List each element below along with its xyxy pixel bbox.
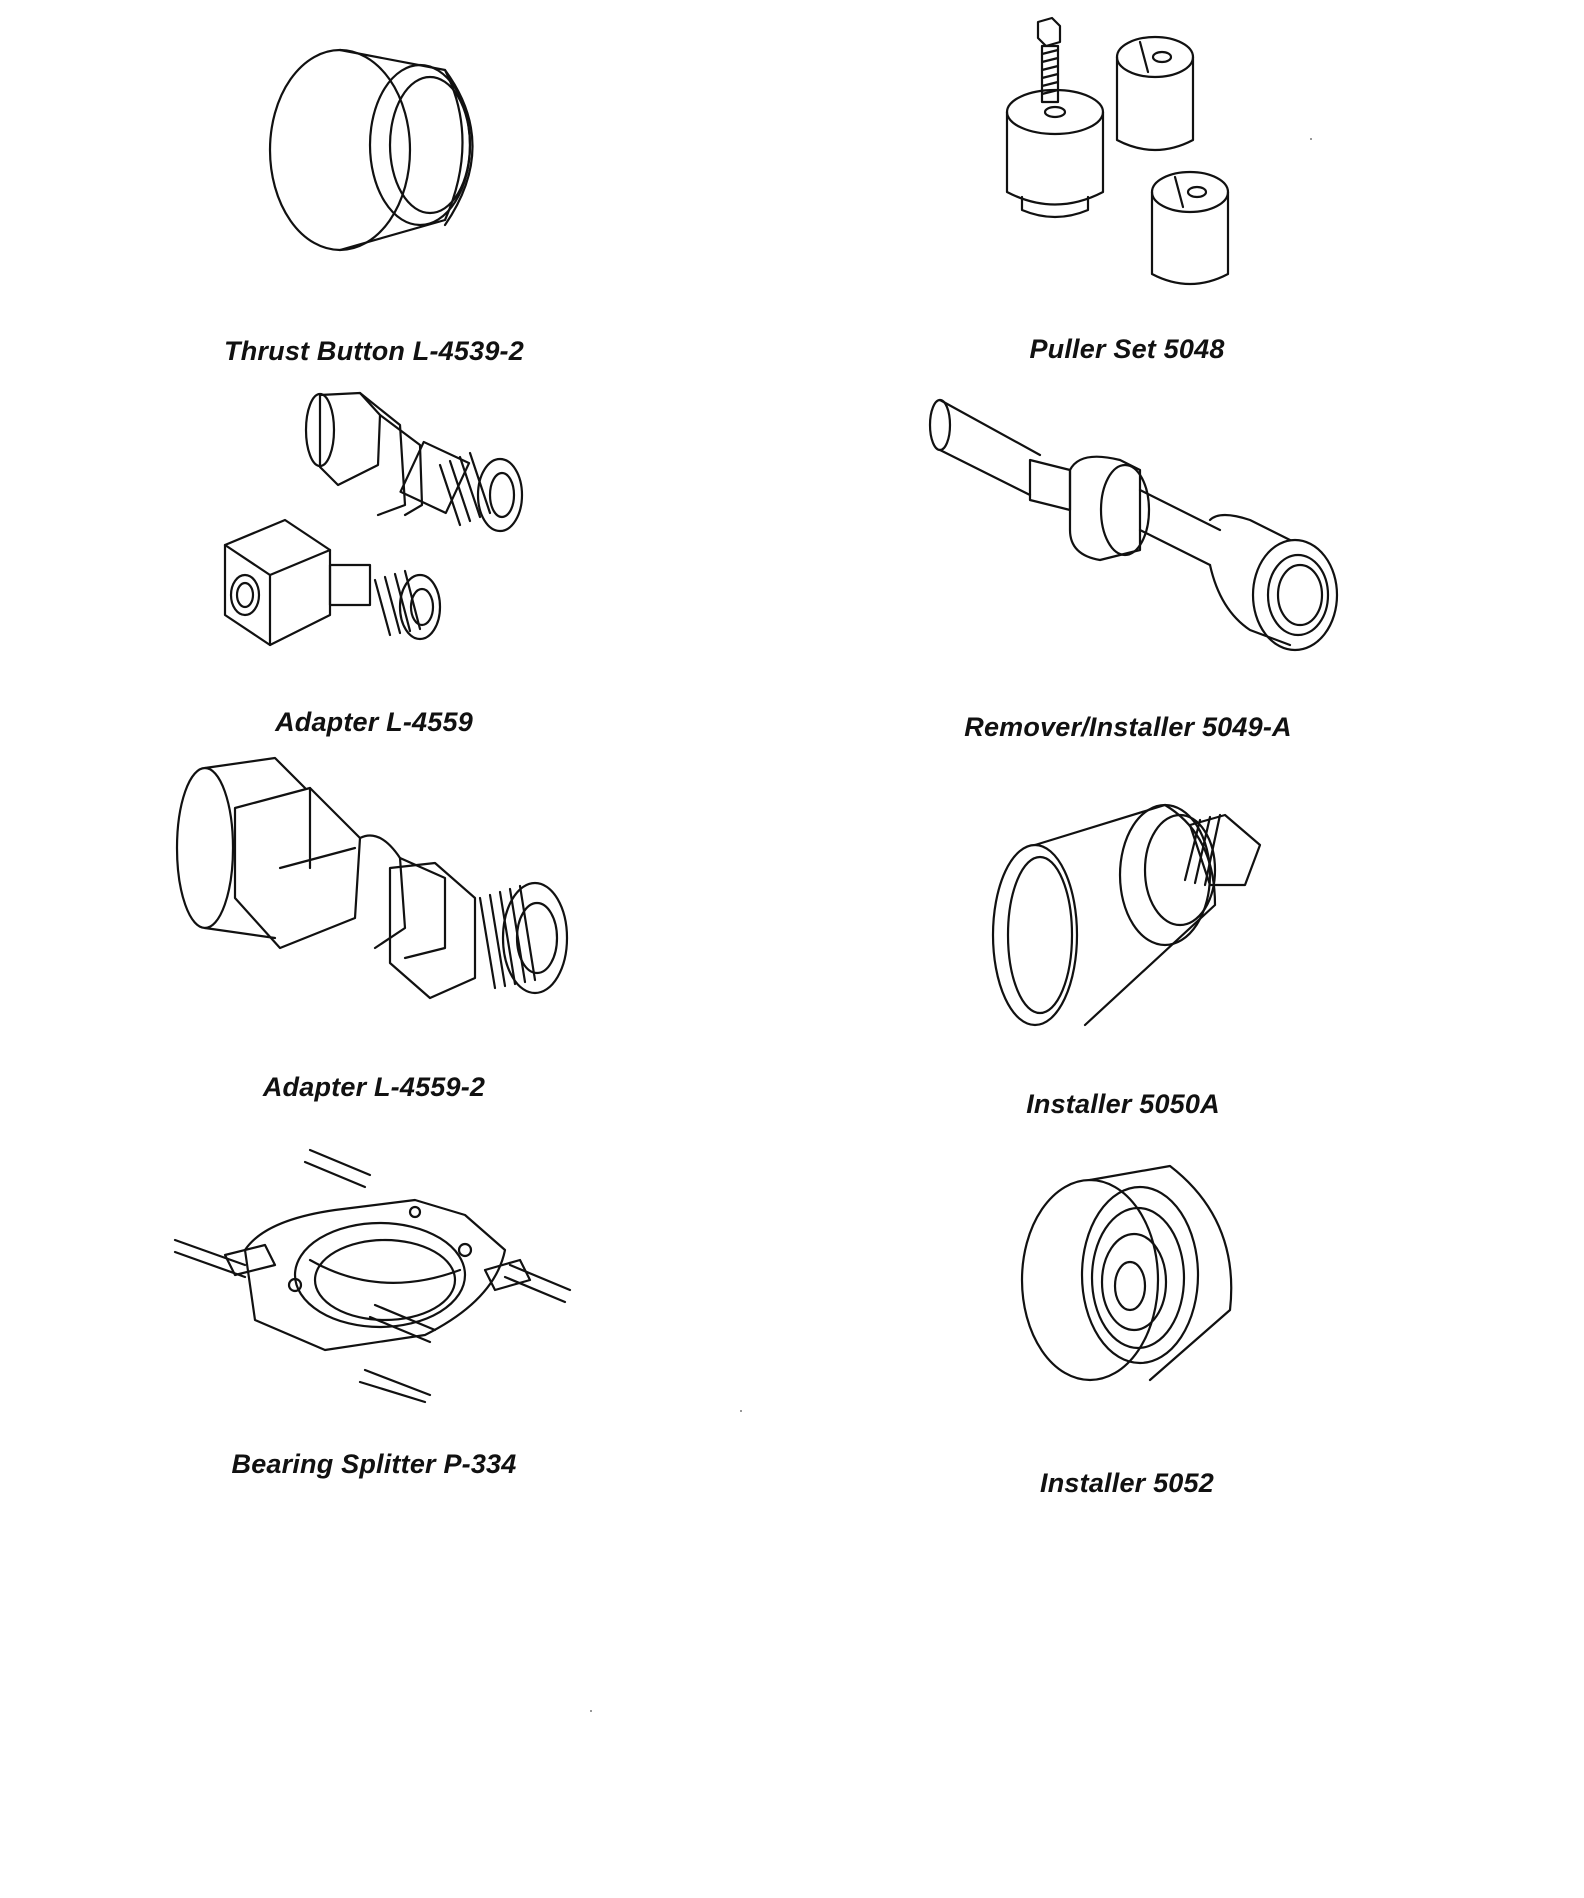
adapter-l4559-2-caption: Adapter L-4559-2	[262, 1072, 486, 1102]
thrust-button-illustration	[260, 40, 520, 280]
puller-set-illustration	[1000, 12, 1260, 292]
remover-installer-caption: Remover/Installer 5049-A	[964, 712, 1292, 742]
bearing-splitter-caption: Bearing Splitter P-334	[231, 1449, 517, 1479]
adapter-l4559-illustration	[210, 385, 540, 685]
scan-speck	[740, 1410, 742, 1412]
thrust-button-caption: Thrust Button L-4539-2	[224, 336, 524, 366]
scan-speck	[1310, 138, 1312, 140]
installer-5050a-illustration	[975, 785, 1295, 1035]
puller-set-caption: Puller Set 5048	[1029, 334, 1225, 364]
bearing-splitter-illustration	[165, 1140, 585, 1400]
scan-speck	[590, 1710, 592, 1712]
installer-5052-caption: Installer 5052	[1040, 1468, 1214, 1498]
remover-installer-illustration	[920, 390, 1340, 670]
installer-5050a-caption: Installer 5050A	[1026, 1089, 1220, 1119]
adapter-l4559-caption: Adapter L-4559	[275, 707, 473, 737]
installer-5052-illustration	[1010, 1160, 1250, 1400]
adapter-l4559-2-illustration	[175, 748, 575, 1048]
